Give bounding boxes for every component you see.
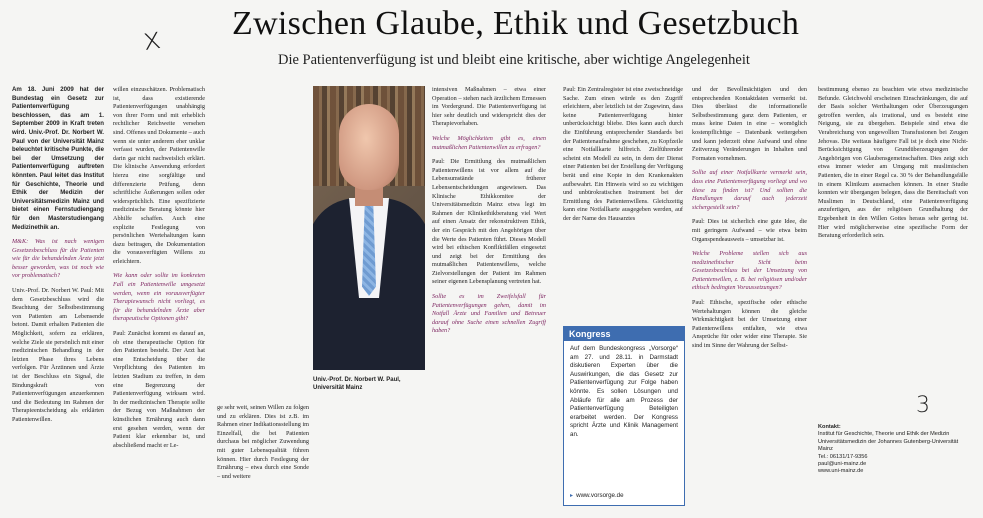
question-4: Sollte es im Zweifelsfall für Patientenverfügungen gehen, damit im Notfall Ärzte und Familien und Betreuer darauf ohne Suche einen schnellen Zugriff haben? [432,293,546,335]
handwritten-page-number: 3 [916,393,930,418]
answer-2: Paul: Zunächst kommt es darauf an, ob eine therapeutische Option für den Patienten besteht. Der Arzt hat eine Entscheidung über die Verpflichtung des Patienten im letzten Stadium zu treffen, in dem eine Begrenzung der Patientenverfügung wirksam wird. In der medizinischen Therapie sollte der Bezug von Maßnahmen der künstlichen Ernährung auch dann erst gesehen werden, wenn der Patient klar erkennbar ist, und abschließend macht er Le- [113,330,205,449]
arrow-right-icon: ▸ [570,492,574,499]
column-5 [563,86,683,318]
contact-label: Kontakt: [818,424,841,430]
column-2-text: willen einzuschätzen. Problematisch ist, dass existierende Patientenverfügungen unabhängig von ihrer Form und mit erheblich rechtlicher Reichweite versehen sind. Offenes und Dokumente – auch wenn sie unter anderem eher unklar verfasst wurden, der Patientenwille darin gar nicht nachweislich erklärt. Die klinische Anwendung erfordert hierzu eine sorgfältige und differenzierte Prüfung, denn schriftliche Äußerungen sollen oder widersprüchlich. Eine spezifizierte medizinische Beratung könnte hier Abhilfe schaffen. Auch eine explizite Festlegung von persönlichen Wertehaltungen kann dazu beitragen, die Dokumentation die vorausverfügten Willens zu erleichtern. [113,86,205,265]
portrait-photo [313,86,425,370]
contact-line-2: Universitätsmedizin der Johannes Gutenberg-Universität Mainz [818,438,959,453]
column-7 [818,86,968,396]
column-3-continued: ge sehr weit, seinen Willen zu folgen und zu erklären. Dies ist z.B. im Rahmen einer Indikationsstellung im Einzelfall, die bei Patienten durchaus bei möglicher Zuwendung mit guter Lebensqualität führen können. Hier durch Festlegung der Ernährung – etwa durch eine Sonde – und weitere [217,404,309,480]
column-6 [692,86,807,516]
column-3 [217,86,309,516]
answer-5: Paul: Dies ist sicherlich eine gute Idee, die mit geringem Aufwand – wie etwa beim Organspendeausweis – umsetzbar ist. [692,218,807,243]
answer-1: Univ.-Prof. Dr. Norbert W. Paul: Mit dem Gesetzbeschluss wird die Beachtung der Selbstbestimmung von Patienten am Lebensende betont. Damit erhalten Patienten die Möglichkeit, sofern zu erklären, welche Ziele sie persönlich mit einer medizinischen Behandlung in der letzten Phase ihres Lebens verfolgen. Für Ärztinnen und Ärzte ist der Beschluss ein Signal, die Bindungskraft von Patientenverfügungen anzuerkennen und die Bedeutung im Rahmen der Therapieentscheidung als erklärten Patientenwillen. [12,287,104,423]
question-5: Sollte auf einer Notfallkarte vermerkt sein, dass eine Patientenverfügung vorliegt und wo diese zu finden ist? Und sollten die Handlungen darauf auch jederzeit sichergestellt sein? [692,169,807,211]
head [339,104,399,190]
answer-3: Paul: Die Ermittlung des mutmaßlichen Patientenwillens ist vor allem auf die Lebensumstände früherer Lebensentscheidungen angewiesen. Das Klinische Ethikkomitee der Universitätsmedizin Mainz etwa legt im Rahmen der Klinikethikberatung viel Wert auf einen Ansatz der rekonstruktiven Ethik, der ein Gespräch mit den Angehörigen über die Werte des Patienten führt. Dieses Modell wird bei ethischen Konfliktfällen eingesetzt und zeigt bei der Ermittlung des mutmaßlichen Patientenwillens, welche Zielvorstellungen der Patient im Rahmen seiner eigenen Lebensplanung vertreten hat. [432,158,546,286]
contact-line-1: Institut für Geschichte, Theorie und Ethik der Medizin [818,431,950,438]
column-1 [12,86,104,516]
kongress-body: Auf dem Bundeskongress „Vorsorge“ am 27. und 28.11. in Darmstadt diskutieren Experten über die Auswirkungen, die das Gesetz zur Patientenverfügung zur Folge haben könnte. Es sollen Lösungen und Abläufe für alle am Prozess der Patientenverfügung Beteiligten erarbeitet werden. Der Kongress spricht Ärzte und Klinik Management an. [570,345,678,438]
question-2: Wie kann oder sollte im konkreten Fall ein Patientenwille umgesetzt werden, wenn ein vorausverfügter Therapiewunsch nicht vorliegt, es für die behandelnden Ärzte aber therapeutische Optionen gibt? [113,272,205,323]
contact-line-3: Tel.: 06131/17-9356 [818,453,868,460]
column-6-text: und der Bevollmächtigten und den entsprechenden Kontaktdaten vermerkt ist. Dies überlässt die informationelle Selbstbestimmung ganz dem Patienten, er muss keine Daten in eine – womöglich kostenpflichtige – Datenbank weitergeben und kann jederzeit ohne Aufwand und ohne Zeitverzug Veränderungen in Inhalten und Formaten vornehmen. [692,86,807,162]
contact-line-5[interactable]: www.uni-mainz.de [818,468,864,475]
kongress-box [563,326,685,506]
question-6: Welche Probleme stellen sich aus medizinethischer Sicht beim Gesetzesbeschluss bei der Umsetzung von Patientenwillen, z. B. bei religiösen und/oder ethisch bedingten Voraussetzungen? [692,250,807,292]
column-7-text: bestimmung ebenso zu beachten wie etwa medizinische Befunde. Gleichwohl erscheinen Einschränkungen, die auf der Basis solcher Werthaltungen oder Überzeugungen getroffen werden, als irrational, und es besteht eine Neigung, sie zu übergehen. Beispiele sind etwa die Verabreichung von ungewollten Transfusionen bei Zeugen Jehovas. Die weitaus häufigere Fall ist je doch eine Nicht-Berücksichtigung von Grundüberzeugungen der Angehörigen von Glaubensgemeinschaften. Dies zeigt sich etwa immer wieder am Umgang mit muslimischen Patienten, die in einer Regel ca. 30 % der Behandlungsfälle in einem Klinikum ausmachen können. In einer Studie konnten wir übergangen belegen, dass die Bereitschaft von Muslimen in Deutschland, eine Patientenverfügung anzufertigen, aus der religiösen Grundhaltung der Ergebenheit in den Willen Gottes heraus sehr gering ist. Hier wird möglicherweise eine spezifische Form der Beratung erforderlich sein. [818,86,968,240]
answer-6: Paul: Ethische, spezifische oder ethische Wertehaltungen können die gleiche Wirkmächtigkeit bei der Umsetzung einer Patientenwillens entfalten, wie etwa Ansprüche für oder wider eine Therapie. Sie sind im Sinne der Wahrung der Selbst- [692,299,807,350]
handwritten-x: x [140,20,164,59]
kongress-link-text[interactable]: www.vorsorge.de [576,492,624,499]
contact-block [818,424,968,476]
question-1: M&K: Was ist nach wenigen Gesetzesbeschluss für die Patienten wie für die behandelnden Ärzte jetzt besser geworden, was ist noch wie vor problematisch? [12,238,104,280]
column-4 [432,86,546,516]
column-2 [113,86,205,516]
question-3: Welche Möglichkeiten gibt es, einen mutmaßlichen Patientenwillen zu erfragen? [432,134,546,151]
intro-paragraph: Am 18. Juni 2009 hat der Bundestag ein Gesetz zur Patientenverfügung beschlossen, das am 1. September 2009 in Kraft treten wird. Univ.-Prof. Dr. Norbert W. Paul von der Universität Mainz beleuchtet kritische Punkte, die bei der Umsetzung der Patientenverfügung auftreten könnten. Paul leitet das Institut für Geschichte, Theorie und Ethik der Medizin der Universitätsmedizin Mainz und bietet einen Fernstudiengang für den Masterstudiengang Medizinethik an. [12,86,104,231]
column-4-text: intensiven Maßnahmen – etwa einer Operation – stehen nach ärztlichem Ermessen im Vordergrund. Die Patientenverfügung ist hier sehr deutlich und widerspricht dies der Therapievorhaben. [432,86,546,128]
photo-caption: Univ.-Prof. Dr. Norbert W. Paul, Universität Mainz [313,377,401,391]
contact-line-4[interactable]: paul@uni-mainz.de [818,461,867,468]
subheadline: Die Patientenverfügung ist und bleibt eine kritische, aber wichtige Angelegenheit [278,52,750,68]
headline: Zwischen Glaube, Ethik und Gesetzbuch [232,5,800,42]
kongress-link[interactable] [570,492,624,499]
column-5-text: Paul: Ein Zentralregister ist eine zweischneidige Sache. Zum einen würde es den Zugriff erleichtern, aber letztlich ist der Zugewinn, dass keine Patientenverfügung hinter unberücksichtigt bliebe. Dies kann auch durch die Einführung entsprechender Standards bei der Patientenaufnahme geschehen, zu Kopfzeile eine Notfallkarte hilfreich. Zielführender scheint ein Modell zu sein, in dem der Dienst einer Patienten bei der Erstellung der Verfügung berät und eine Kopie in den Krankenakten aufbewahrt. Ein Hinweis wird so zu wichtigen und unbürokratischen Instrument bei der Ermittlung des Patientenwillens. Gleichzeitig kann eine Notfallkarte ausgegeben werden, auf der der Name des Hausarztes [563,86,683,222]
kongress-title: Kongress [564,327,684,341]
